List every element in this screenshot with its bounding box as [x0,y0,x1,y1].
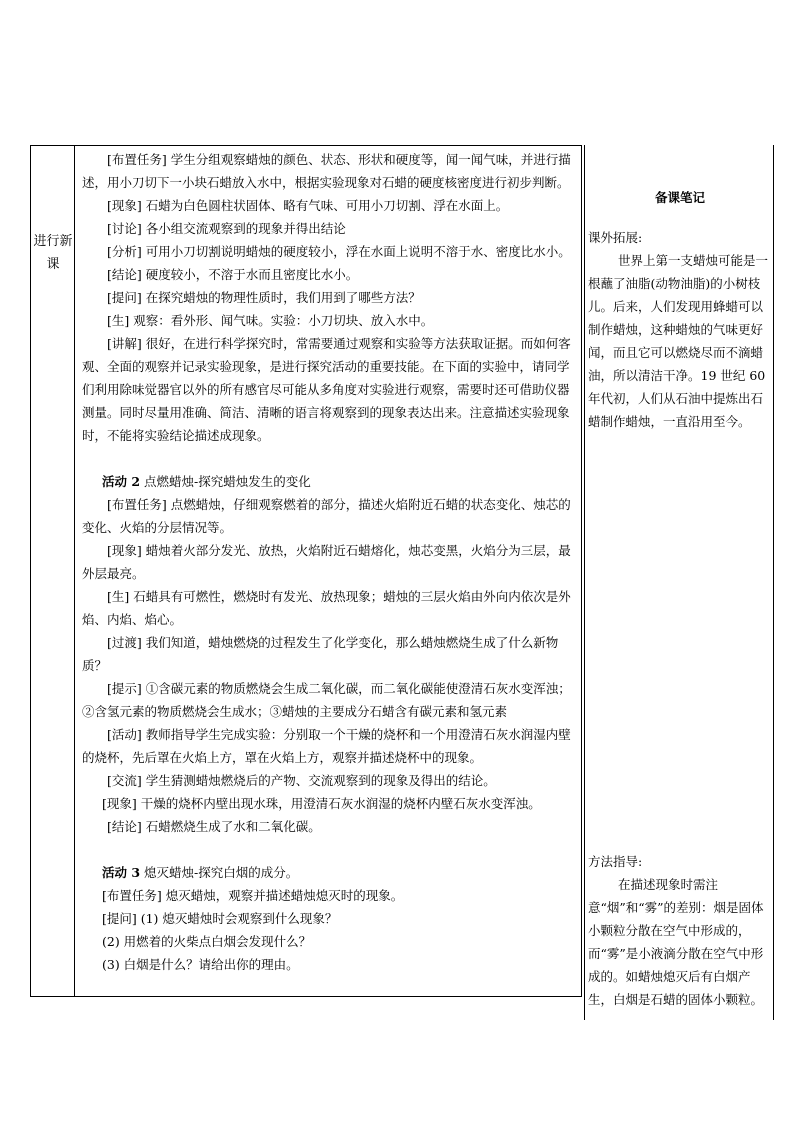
method-block [588,850,772,1011]
lesson-paragraph: (3) 白烟是什么？请给出你的理由。 [102,957,299,972]
activity-number: 活动 2 [102,474,141,489]
lesson-paragraph: [布置任务] 学生分组观察蜡烛的颜色、状态、形状和硬度等，闻一闻气味，并进行描述，用小刀切下一小块石蜡放入水中，根据实验现象对石蜡的硬度核密度进行初步判断。 [82,152,571,190]
method-text: 在描述现象时需注意“烟”和“雾”的差别：烟是固体小颗粒分散在空气中形成的，而“雾”是小液滴分散在空气中形成的。如蜡烛熄灭后有白烟产生，白烟是石蜡的固体小颗粒。 [588,877,764,1007]
lesson-paragraph: [结论] 石蜡燃烧生成了水和二氧化碳。 [107,819,321,834]
extension-block [588,226,772,433]
blank-line [82,447,576,470]
section-label [33,230,73,276]
activity-title: 熄灭蜡烛-探究白烟的成分。 [140,865,299,880]
table-bottom-border [30,996,582,997]
table-right-border [581,145,582,997]
side-column-right-border [773,145,774,1020]
lesson-paragraph: [过渡] 我们知道，蜡烛燃烧的过程发生了化学变化，那么蜡烛燃烧生成了什么新物质？ [82,635,559,673]
lesson-paragraph: [现象] 蜡烛着火部分发光、放热，火焰附近石蜡熔化，烛芯变黑，火焰分为三层，最外层最亮。 [82,543,571,581]
lesson-paragraph: [布置任务] 熄灭蜡烛，观察并描述蜡烛熄灭时的现象。 [102,888,404,903]
lesson-paragraph: [交流] 学生猜测蜡烛燃烧后的产物、交流观察到的现象及得出的结论。 [107,773,496,788]
lesson-paragraph: [提示] ①含碳元素的物质燃烧会生成二氧化碳，而二氧化碳能使澄清石灰水变浑浊；②含氢元素的物质燃烧会生成水；③蜡烛的主要成分石蜡含有碳元素和氢元素 [82,681,571,719]
lesson-paragraph: [分析] 可用小刀切割说明蜡烛的硬度较小，浮在水面上说明不溶于水、密度比水小。 [107,244,571,259]
activity-number: 活动 3 [102,865,141,880]
lesson-paragraph: [提问] 在探究蜡烛的物理性质时，我们用到了哪些方法？ [107,290,421,305]
method-label: 方法指导: [588,854,643,869]
side-notes-title-block [588,186,772,209]
activity-heading [82,470,576,493]
lesson-paragraph: [布置任务] 点燃蜡烛，仔细观察燃着的部分，描述火焰附近石蜡的状态变化、烛芯的变化、火焰的分层情况等。 [82,497,571,535]
lesson-paragraph: [提问] (1) 熄灭蜡烛时会观察到什么现象？ [102,911,338,926]
lesson-paragraph: [生] 观察：看外形、闻气味。实验：小刀切块、放入水中。 [107,313,434,328]
table-column-divider [74,145,75,997]
table-left-border [30,145,31,997]
table-top-border [30,145,582,146]
activity-heading [82,861,576,884]
extension-text: 世界上第一支蜡烛可能是一根蘸了油脂(动物油脂)的小树枝儿。后来，人们发现用蜂蜡可以制作蜡烛，这种蜡烛的气味更好闻，而且它可以燃烧尽而不滴蜡油，所以清洁干净。19 世纪 60 年代初，人们从石油中提炼出石蜡制作蜡烛，一直沿用至今。 [588,253,769,429]
lesson-paragraph: [活动] 教师指导学生完成实验：分别取一个干燥的烧杯和一个用澄清石灰水润湿内壁的烧杯，先后罩在火焰上方，罩在火焰上方，观察并描述烧杯中的现象。 [82,727,571,765]
activity-title: 点燃蜡烛-探究蜡烛发生的变化 [140,474,311,489]
lesson-paragraph: [讨论] 各小组交流观察到的现象并得出结论 [107,221,346,236]
section-label-text: 进行新课 [33,234,73,272]
blank-line [82,838,576,861]
extension-label: 课外拓展: [588,230,643,245]
lesson-paragraph: [现象] 干燥的烧杯内壁出现水珠，用澄清石灰水润湿的烧杯内壁石灰水变浑浊。 [102,796,541,811]
lesson-paragraph: [现象] 石蜡为白色圆柱状固体、略有气味、可用小刀切割、浮在水面上。 [107,198,509,213]
lesson-paragraph: (2) 用燃着的火柴点白烟会发现什么？ [102,934,312,949]
side-notes-title: 备课笔记 [654,190,705,205]
lesson-paragraph: [结论] 硬度较小，不溶于水而且密度比水小。 [107,267,359,282]
side-column-left-border [584,145,585,1020]
lesson-paragraph: [讲解] 很好，在进行科学探究时，常需要通过观察和实验等方法获取证据。而如何客观、全面的观察并记录实验现象，是进行探究活动的重要技能。在下面的实验中，请同学们利用除味觉器官以外的所有感官尽可能从多角度对实验进行观察，需要时还可借助仪器测量。同时尽量用准确、简洁、清晰的语言将观察到的现象表达出来。注意描述实验现象时，不能将实验结论描述成现象。 [82,336,571,443]
lesson-content [82,148,576,976]
lesson-paragraph: [生] 石蜡具有可燃性，燃烧时有发光、放热现象；蜡烛的三层火焰由外向内依次是外焰、内焰、焰心。 [82,589,571,627]
